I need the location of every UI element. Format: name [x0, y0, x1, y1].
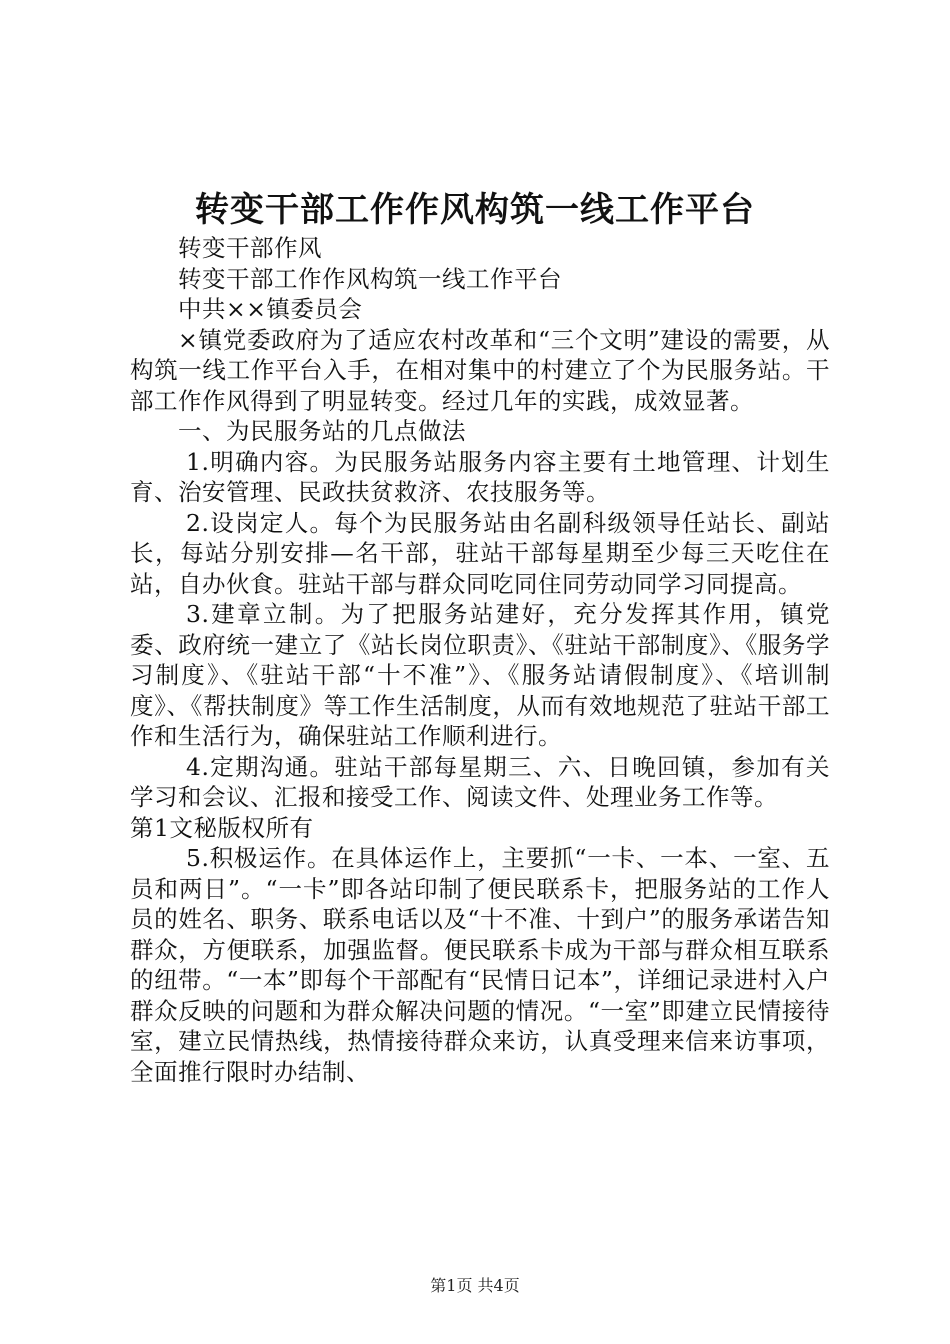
- paragraph-item-5: 5.积极运作。在具体运作上，主要抓“一卡、一本、一室、五员和两日”。“一卡”即各站印制了便民联系卡，把服务站的工作人员的姓名、职务、联系电话以及“十不准、十到户”的服务承诺告知群众，方便联系，加强监督。便民联系卡成为干部与群众相互联系的纽带。“一本”即每个干部配有“民情日记本”，详细记录进村入户群众反映的问题和为群众解决问题的情况。“一室”即建立民情接待室，建立民情热线，热情接待群众来访，认真受理来信来访事项，全面推行限时办结制、: [130, 844, 830, 1086]
- document-title: 转变干部工作作风构筑一线工作平台: [195, 190, 755, 230]
- paragraph-item-2: 2.设岗定人。每个为民服务站由名副科级领导任站长、副站长，每站分别安排—名干部，驻站干部每星期至少每三天吃住在站，自办伙食。驻站干部与群众同吃同住同劳动同学习同提高。: [130, 508, 830, 598]
- paragraph-heading-repeat: 转变干部工作作风构筑一线工作平台: [178, 264, 562, 293]
- copyright-line: 第1文秘版权所有: [130, 813, 314, 842]
- section-heading: 一、为民服务站的几点做法: [178, 417, 466, 445]
- paragraph-intro: ×镇党委政府为了适应农村改革和“三个文明”建设的需要，从构筑一线工作平台入手，在相对集中的村建立了个为民服务站。干部工作作风得到了明显转变。经过几年的实践，成效显著。: [130, 325, 830, 415]
- document-body: [130, 233, 830, 1087]
- page-footer: 第1页 共4页: [430, 1276, 520, 1295]
- paragraph-item-1: 1.明确内容。为民服务站服务内容主要有土地管理、计划生育、治安管理、民政扶贫救济、农技服务等。: [130, 447, 830, 506]
- paragraph-subtitle: 转变干部作风: [178, 234, 322, 262]
- paragraph-item-3: 3.建章立制。为了把服务站建好，充分发挥其作用，镇党委、政府统一建立了《站长岗位职责》、《驻站干部制度》、《服务学习制度》、《驻站干部“十不准”》、《服务站请假制度》、《培训制度》、《帮扶制度》等工作生活制度，从而有效地规范了驻站干部工作和生活行为，确保驻站工作顺利进行。: [130, 600, 830, 750]
- paragraph-item-4: 4.定期沟通。驻站干部每星期三、六、日晚回镇，参加有关学习和会议、汇报和接受工作、阅读文件、处理业务工作等。: [130, 752, 830, 811]
- paragraph-author: 中共××镇委员会: [178, 295, 363, 323]
